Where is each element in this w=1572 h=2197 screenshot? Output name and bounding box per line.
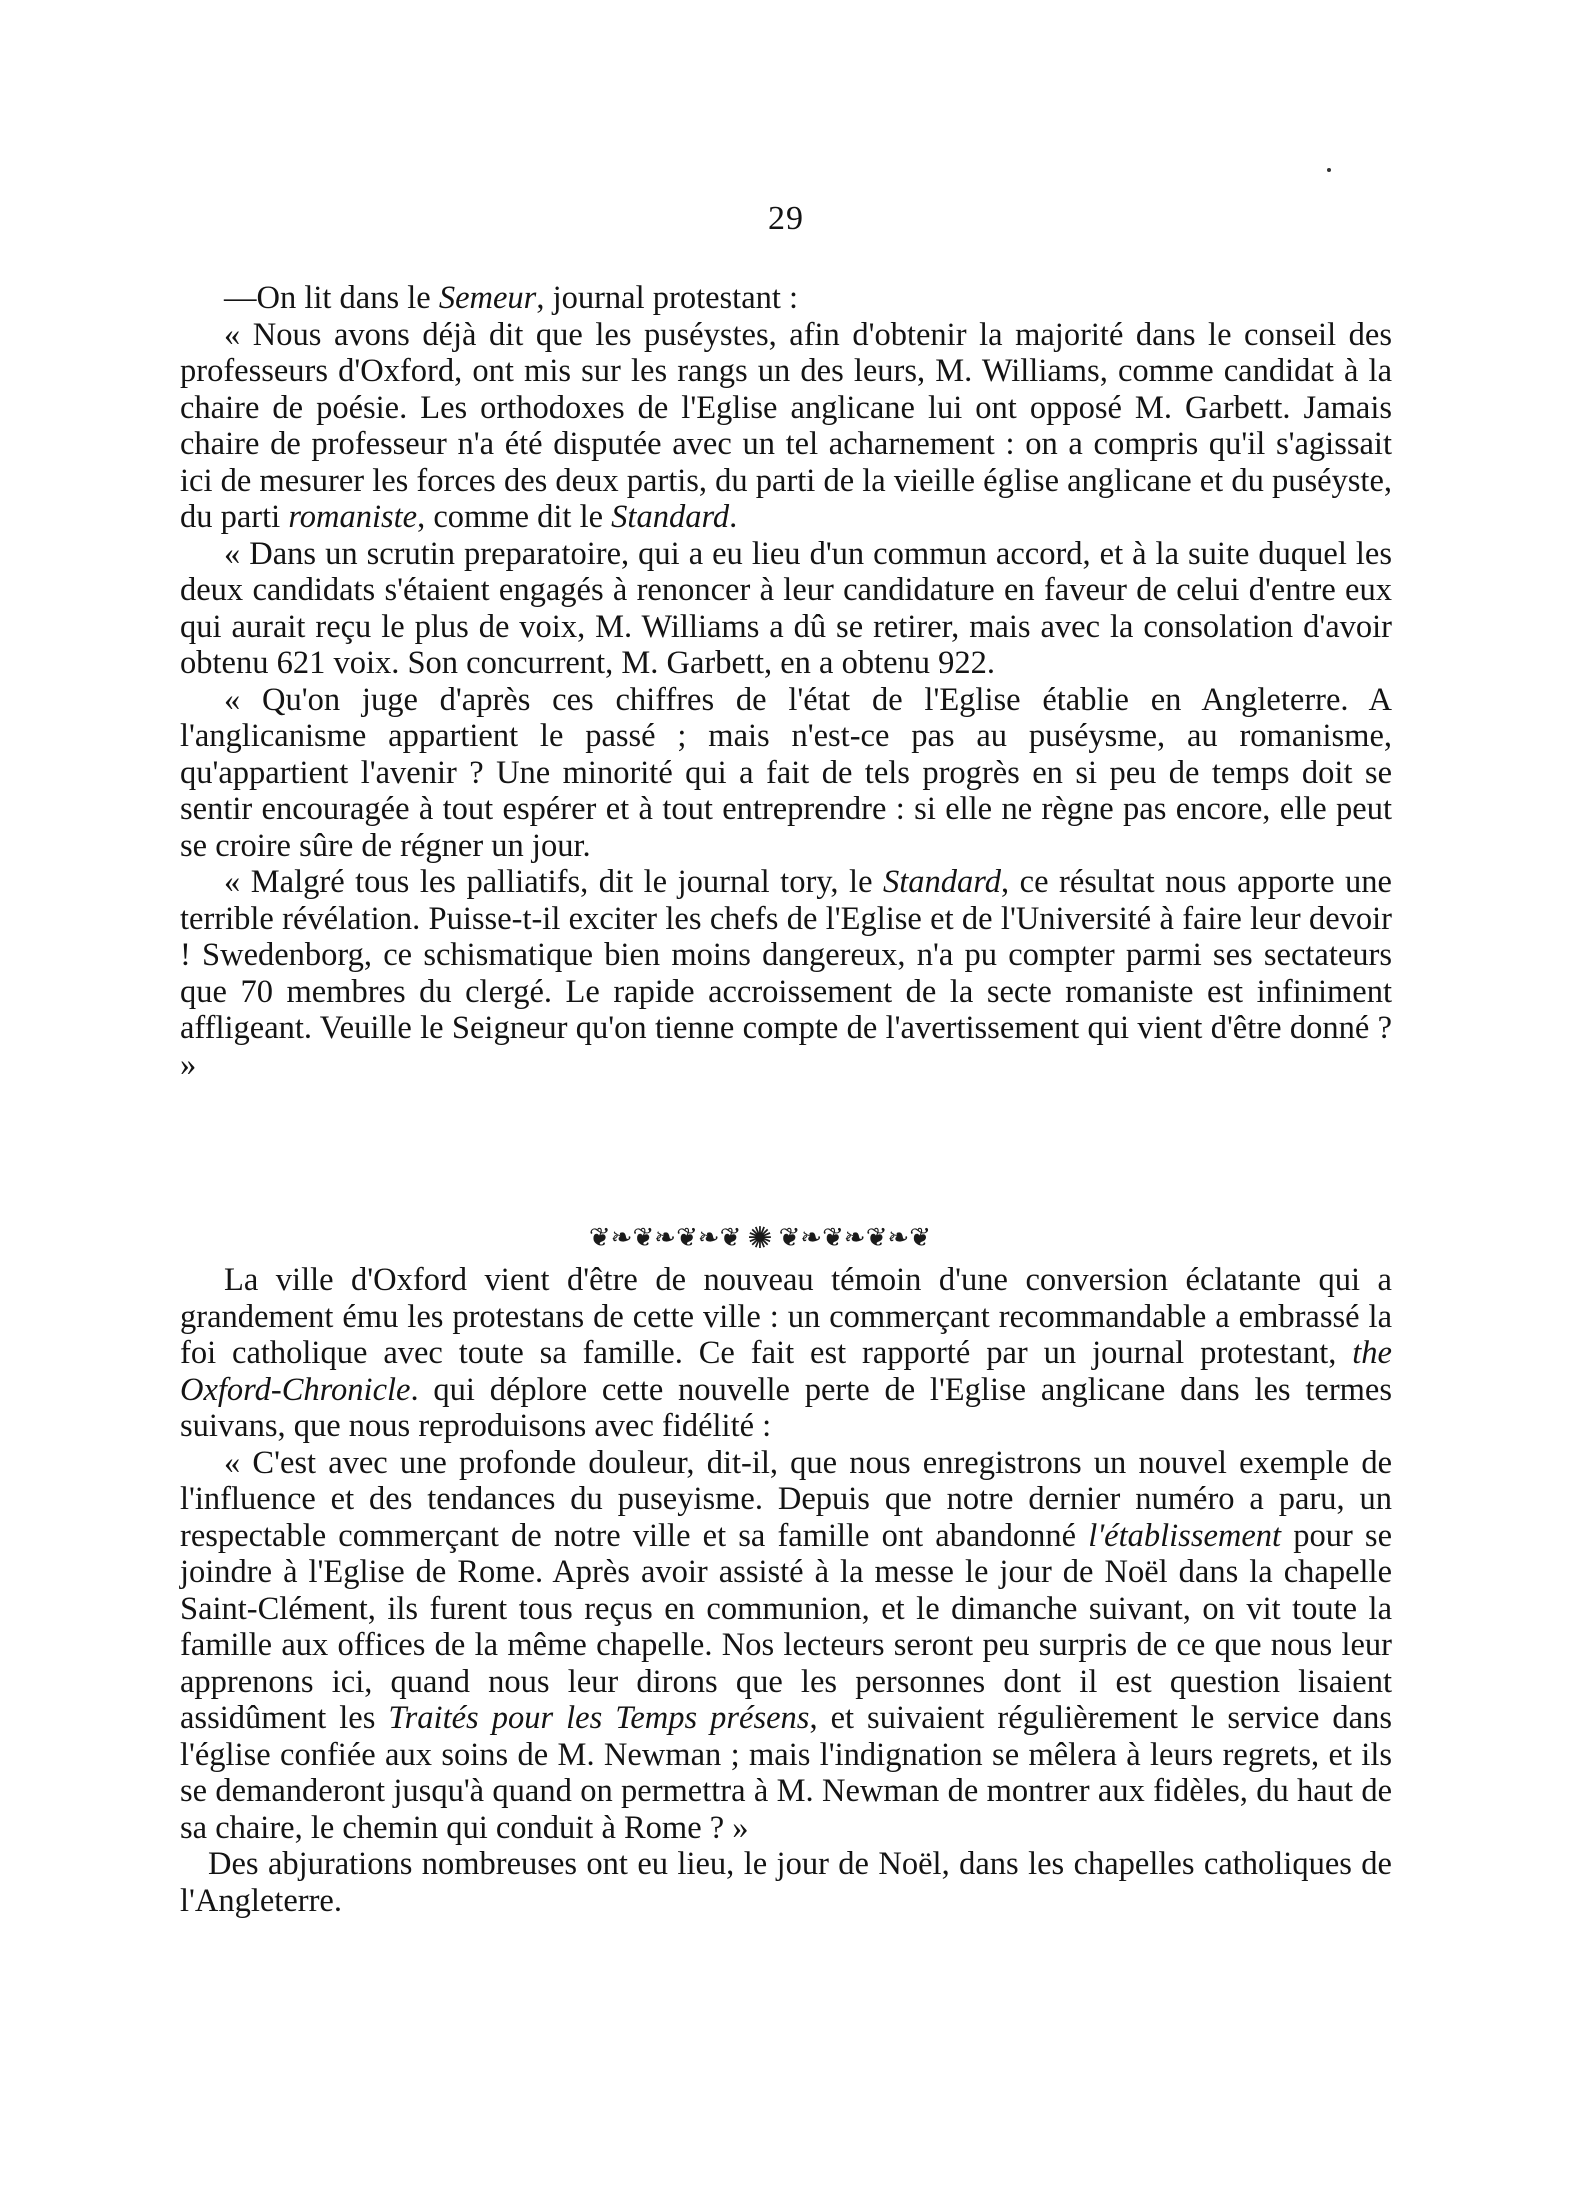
italic-text: l'établissement bbox=[1088, 1517, 1282, 1554]
text-run: , comme dit le bbox=[417, 499, 612, 535]
text-run: . bbox=[729, 499, 738, 535]
text-run: « Qu'on juge d'après ces chiffres de l'état de l'Eglise établie en Angleterre. A l'anglicanisme appartient le passé ; mais n'est-ce pas au puséysme, au romanisme, qu'appartient l'avenir ? Une minorité qui a fait de tels progrès en si peu de temps doit se sentir encouragée à tout espérer et à tout entreprendre : si elle ne règne pas encore, elle peut se croire sûre de régner un jour. bbox=[180, 681, 1392, 864]
text-run: , et suivaient régulièrement le service dans l'église confiée aux soins de M. Newman ; mais l'indignation se mêlera à leurs regrets, et ils se demanderont jusqu'à quand on permettra à M. Newman de montrer aux fidèles, du haut de sa chaire, le chemin qui conduit à Rome ? » bbox=[180, 1700, 1392, 1846]
ornament-left: ❦❧❦❧❦❧❦ bbox=[588, 1223, 742, 1253]
text-run: « Dans un scrutin preparatoire, qui a eu lieu d'un commun accord, et à la suite duquel les deux candidats s'étaient engagés à renoncer à leur candidature en faveur de celui d'entre eux qui aurait reçu le plus de voix, M. Williams a dû se retirer, mais avec la consolation d'avoir obtenu 621 voix. Son concurrent, M. Garbett, en a obtenu 922. bbox=[180, 535, 1392, 681]
text-run: « C'est avec une profonde douleur, dit-il, que nous enregistrons un nouvel exemple de l'influence et des tendances du puseyisme. Depuis que notre dernier numéro a paru, un respectable commerçant de notre ville et sa famille ont abandonné bbox=[180, 1444, 1392, 1554]
ornamental-divider bbox=[550, 1221, 970, 1255]
italic-text: romaniste bbox=[288, 499, 418, 535]
text-run: , journal protestant : bbox=[536, 280, 799, 316]
text-block-top bbox=[180, 280, 1392, 1083]
italic-text: the Oxford-Chronicle bbox=[180, 1335, 1392, 1408]
paragraph bbox=[180, 864, 1392, 1083]
text-run: pour se joindre à l'Eglise de Rome. Après avoir assisté à la messe le jour de Noël dans la chapelle Saint-Clément, ils furent tous reçus en communion, et le dimanche suivant, on vit toute la famille aux offices de la même chapelle. Nos lecteurs seront peu surpris de ce que nous leur apprenons ici, quand nous leur dirons que les personnes dont il est question lisaient assidûment les bbox=[180, 1517, 1392, 1736]
italic-text: Standard bbox=[611, 499, 730, 535]
text-run: « Nous avons déjà dit que les puséystes, afin d'obtenir la majorité dans le conseil des professeurs d'Oxford, ont mis sur les rangs un des leurs, M. Williams, comme candidat à la chaire de poésie. Les orthodoxes de l'Eglise anglicane lui ont opposé M. Garbett. Jamais chaire de professeur n'a été disputée avec un tel acharnement : on a compris qu'il s'agissait ici de mesurer les forces des deux partis, du parti de la vieille église anglicane et du puséyste, du parti bbox=[180, 316, 1393, 535]
paragraph bbox=[180, 317, 1392, 536]
text-run: La ville d'Oxford vient d'être de nouveau témoin d'une conversion éclatante qui a grandement ému les protestans de cette ville : un commerçant recommandable a embrassé la foi catholique avec toute sa famille. Ce fait est rapporté par un journal protestant, bbox=[180, 1262, 1392, 1371]
text-run: . qui déplore cette nouvelle perte de l'Eglise anglicane dans les termes suivans, que nous reproduisons avec fidélité : bbox=[180, 1371, 1392, 1444]
italic-text: Semeur bbox=[438, 280, 537, 316]
italic-text: Traités pour les Temps présens bbox=[388, 1700, 810, 1736]
paragraph bbox=[180, 682, 1392, 865]
text-run: —On lit dans le bbox=[224, 280, 439, 316]
ornament-center: ✺ bbox=[747, 1220, 773, 1256]
text-run: Des abjurations nombreuses ont eu lieu, le jour de Noël, dans les chapelles catholiques de l'Angleterre. bbox=[180, 1846, 1392, 1919]
text-run: « Malgré tous les palliatifs, dit le journal tory, le bbox=[224, 864, 884, 900]
paragraph bbox=[180, 280, 1392, 317]
paragraph bbox=[180, 536, 1392, 682]
text-run: , ce résultat nous apporte une terrible révélation. Puisse-t-il exciter les chefs de l'Eglise et de l'Université à faire leur devoir ! Swedenborg, ce schismatique bien moins dangereux, n'a pu compter parmi ses sectateurs que 70 membres du clergé. Le rapide accroissement de la secte romaniste est infiniment affligeant. Veuille le Seigneur qu'on tienne compte de l'avertissement qui vient d'être donné ? » bbox=[180, 864, 1392, 1083]
page-number: 29 bbox=[768, 200, 804, 237]
italic-text: Standard bbox=[883, 864, 1001, 900]
speck-mark bbox=[1327, 168, 1331, 172]
paragraph bbox=[180, 1846, 1392, 1919]
ornament-right: ❦❧❦❧❦❧❦ bbox=[778, 1223, 932, 1253]
paragraph bbox=[180, 1445, 1392, 1847]
paragraph bbox=[180, 1262, 1392, 1445]
text-block-bottom bbox=[180, 1262, 1392, 1919]
